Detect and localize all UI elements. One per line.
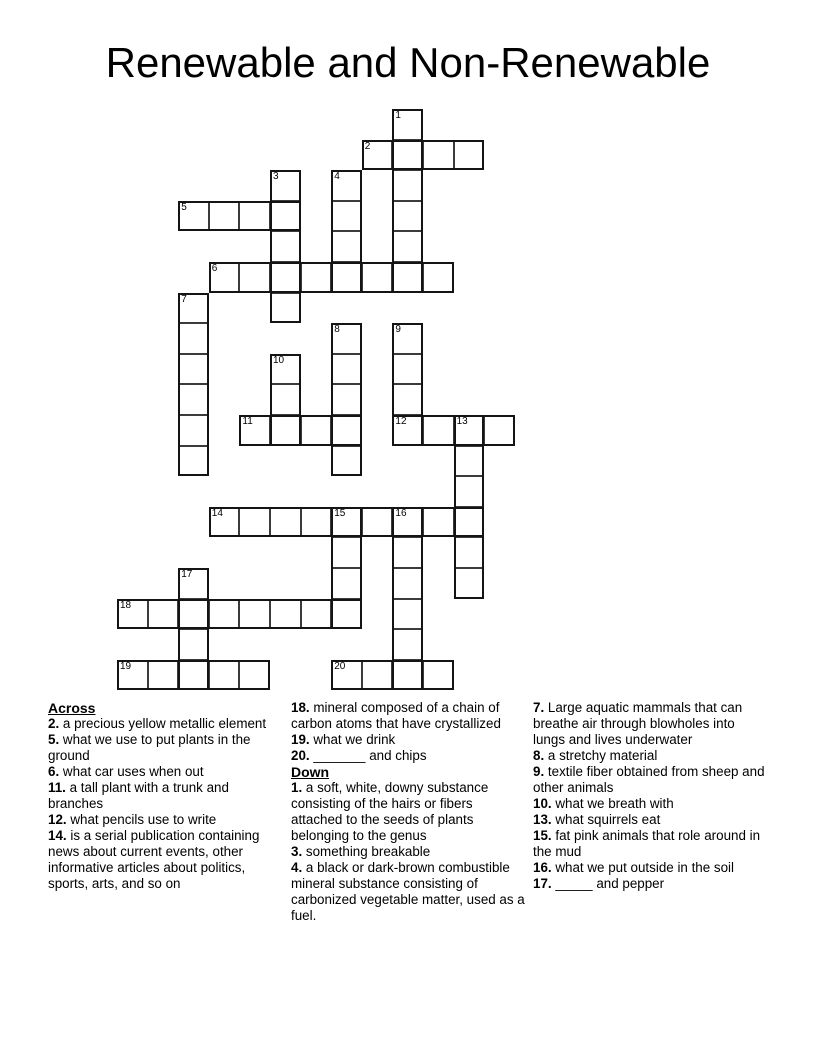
cell-number: 2 [364,140,371,152]
grid-cell[interactable] [331,660,362,691]
grid-cell[interactable] [178,201,209,232]
grid-cell[interactable] [362,660,393,691]
grid-cell[interactable] [454,415,485,446]
clue-number: 4. [291,860,303,875]
grid-cell[interactable] [270,599,301,630]
grid-cell[interactable] [392,109,423,140]
cell-number: 1 [395,110,401,121]
grid-cell[interactable] [178,629,209,660]
clue-down-1 [291,780,525,844]
grid-cell[interactable] [117,660,148,691]
clue-number: 7. [533,700,545,715]
clue-across-2 [48,716,282,732]
grid-cell[interactable] [331,568,362,599]
grid-cell[interactable] [331,354,362,385]
grid-cell[interactable] [239,201,270,232]
clue-down-15 [533,828,767,860]
cell-number: 13 [456,416,468,427]
grid-cell[interactable] [209,599,240,630]
grid-cell[interactable] [239,415,270,446]
clue-text: what car uses when out [62,764,204,779]
clue-across-12 [48,812,282,828]
clue-text: something breakable [305,844,431,859]
grid-cell[interactable] [178,293,209,324]
grid-cell[interactable] [392,415,423,446]
clue-across-18 [291,700,525,732]
grid-cell[interactable] [331,415,362,446]
grid-cell[interactable] [392,231,423,262]
clue-number: 20. [291,748,310,763]
grid-cell[interactable] [331,323,362,354]
clue-across-6 [48,764,282,780]
clue-down-4 [291,860,525,924]
grid-cell[interactable] [178,384,209,415]
clue-column-1 [48,700,282,892]
cell-number: 17 [181,569,193,580]
cell-number: 10 [273,354,285,366]
crossword-grid [117,109,515,691]
clue-down-13 [533,812,767,828]
grid-cell[interactable] [331,262,362,293]
cell-number: 8 [334,324,340,336]
clue-number: 15. [533,828,552,843]
grid-cell[interactable] [362,507,393,538]
grid-cell[interactable] [301,415,332,446]
cell-number: 12 [395,416,407,427]
clue-number: 18. [291,700,310,715]
clue-number: 13. [533,812,552,827]
grid-cell[interactable] [270,201,301,232]
clue-number: 14. [48,828,67,843]
cell-number: 3 [273,171,279,183]
clue-text: _____ and pepper [555,876,665,891]
grid-cell[interactable] [423,140,454,171]
clue-down-17 [533,876,767,892]
cell-number: 4 [334,171,340,183]
grid-cell[interactable] [454,140,485,171]
clue-across-5 [48,732,282,764]
clue-across-19 [291,732,525,748]
clue-header-across: Across [48,700,96,716]
grid-cell[interactable] [148,599,179,630]
clue-text: what we use to put plants in the ground [48,732,251,763]
grid-cell[interactable] [331,384,362,415]
clue-number: 2. [48,716,60,731]
clue-number: 6. [48,764,60,779]
grid-cell[interactable] [270,170,301,201]
clue-down-8 [533,748,767,764]
grid-cell[interactable] [209,262,240,293]
grid-cell[interactable] [178,568,209,599]
grid-cell[interactable] [392,568,423,599]
grid-cell[interactable] [209,507,240,538]
clue-text: a stretchy material [547,748,658,763]
clue-number: 5. [48,732,60,747]
grid-cell[interactable] [331,537,362,568]
grid-cell[interactable] [239,599,270,630]
clue-text: textile fiber obtained from sheep and other animals [533,764,765,795]
grid-cell[interactable] [392,170,423,201]
clue-text: what we drink [313,732,396,747]
grid-cell[interactable] [148,660,179,691]
grid-cell[interactable] [270,262,301,293]
grid-cell[interactable] [331,170,362,201]
grid-cell[interactable] [239,262,270,293]
cell-number: 11 [242,416,253,427]
grid-cell[interactable] [392,507,423,538]
clue-header-down: Down [291,764,330,780]
grid-cell[interactable] [392,629,423,660]
grid-cell[interactable] [392,201,423,232]
clue-across-14 [48,828,282,892]
grid-cell[interactable] [392,354,423,385]
grid-cell[interactable] [454,568,485,599]
cell-number: 14 [211,507,223,519]
grid-cell[interactable] [270,507,301,538]
grid-cell[interactable] [392,323,423,354]
grid-cell[interactable] [331,599,362,630]
grid-cell[interactable] [362,140,393,171]
clue-number: 1. [291,780,303,795]
clue-number: 19. [291,732,310,747]
clue-down-16 [533,860,767,876]
cell-number: 16 [395,507,407,519]
clue-text: a precious yellow metallic element [62,716,267,731]
puzzle-title: Renewable and Non-Renewable [105,39,711,86]
grid-cell[interactable] [178,323,209,354]
clue-text: fat pink animals that role around in the mud [533,828,761,859]
grid-cell[interactable] [209,201,240,232]
clue-down-10 [533,796,767,812]
clue-text: a black or dark-brown combustible mineral substance consisting of carbonized vegetable matter, used as a fuel. [291,860,525,923]
cell-number: 20 [334,660,346,672]
grid-cell[interactable] [178,660,209,691]
clue-column-2 [291,700,525,924]
clue-text: what we breath with [555,796,674,811]
clue-text: what pencils use to write [70,812,217,827]
grid-cell[interactable] [178,446,209,477]
grid-cell[interactable] [454,476,485,507]
grid-cell[interactable] [178,354,209,385]
grid-cell[interactable] [331,507,362,538]
cell-number: 15 [334,507,346,519]
grid-cell[interactable] [392,660,423,691]
grid-cell[interactable] [362,262,393,293]
grid-cell[interactable] [239,660,270,691]
cell-number: 9 [395,324,401,336]
grid-cell[interactable] [392,262,423,293]
cell-number: 7 [181,293,187,305]
grid-cell[interactable] [392,537,423,568]
grid-cell[interactable] [331,231,362,262]
grid-cell[interactable] [270,354,301,385]
clue-text: what we put outside in the soil [555,860,735,875]
clue-text: a tall plant with a trunk and branches [48,780,229,811]
grid-cell[interactable] [301,599,332,630]
clue-text: Large aquatic mammals that can breathe air through blowholes into lungs and lives underwater [533,700,743,747]
grid-cell[interactable] [301,262,332,293]
clue-down-3 [291,844,525,860]
clue-across-11 [48,780,282,812]
grid-cell[interactable] [392,384,423,415]
clue-number: 9. [533,764,545,779]
grid-cell[interactable] [423,415,454,446]
clue-column-3 [533,700,767,892]
grid-cell[interactable] [239,507,270,538]
cell-number: 5 [181,201,187,213]
clue-number: 17. [533,876,552,891]
cell-number: 6 [211,263,218,274]
grid-cell[interactable] [331,446,362,477]
grid-cell[interactable] [270,231,301,262]
cell-number: 19 [120,660,132,672]
clue-across-20 [291,748,525,764]
clue-text: _______ and chips [313,748,427,763]
grid-cell[interactable] [209,660,240,691]
grid-cell[interactable] [454,507,485,538]
grid-cell[interactable] [392,140,423,171]
clue-down-7 [533,700,767,748]
cell-number: 18 [120,599,132,611]
clue-text: a soft, white, downy substance consisting of the hairs or fibers attached to the seeds of plants belonging to the genus [291,780,489,843]
grid-cell[interactable] [301,507,332,538]
clue-number: 8. [533,748,545,763]
clue-number: 3. [291,844,303,859]
clue-down-9 [533,764,767,796]
clue-text: mineral composed of a chain of carbon atoms that have crystallized [291,700,501,731]
grid-cell[interactable] [454,537,485,568]
grid-cell[interactable] [331,201,362,232]
grid-cell[interactable] [270,384,301,415]
grid-cell[interactable] [270,293,301,324]
grid-cell[interactable] [484,415,515,446]
grid-cell[interactable] [423,660,454,691]
grid-cell[interactable] [423,262,454,293]
clue-text: what squirrels eat [555,812,661,827]
grid-cell[interactable] [178,415,209,446]
clue-number: 11. [48,780,66,795]
clue-number: 16. [533,860,552,875]
grid-cell[interactable] [392,599,423,630]
grid-cell[interactable] [423,507,454,538]
clue-number: 12. [48,812,67,827]
grid-cell[interactable] [270,415,301,446]
clue-text: is a serial publication containing news about current events, other informative articles about politics, sports, arts, and so on [48,828,260,891]
grid-cell[interactable] [117,599,148,630]
grid-cell[interactable] [178,599,209,630]
clue-number: 10. [533,796,552,811]
grid-cell[interactable] [454,446,485,477]
